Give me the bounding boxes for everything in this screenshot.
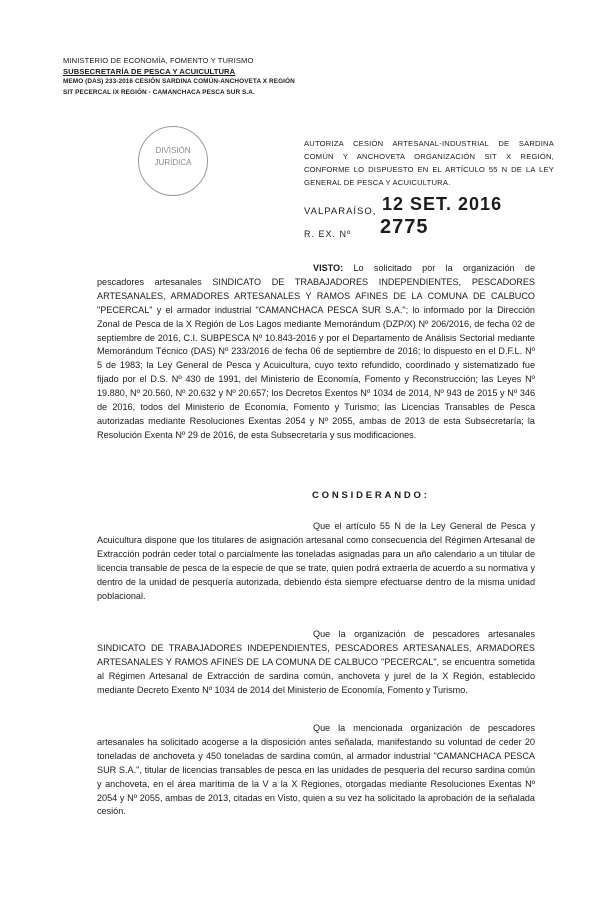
legal-division-stamp: [138, 126, 208, 196]
stamp-line-1: DIVISIÓN: [155, 146, 191, 155]
memo-reference: MEMO (DAS) 233-2016 CESIÓN SARDINA COMÚN-ANCHOVETA X REGIÓN: [63, 78, 295, 85]
considerando-text-3: Que la mencionada organización de pescadores artesanales ha solicitado acogerse a la disposición antes señalada, manifestando su voluntad de ceder 20 toneladas de anchoveta y 450 toneladas de sardina común, al armador industrial "CAMANCHACA PESCA SUR S.A.", titular de licencias transables de pesca en las unidades de pesquería del recurso sardina común y anchoveta, en el área marítima de la V a la X Regiones, otorgadas mediante Resoluciones Exentas Nº 2054 y Nº 2055, ambas de 2013, citadas en Visto, quien a su vez ha solicitado la aprobación de la señalada cesión.: [97, 723, 535, 817]
considerando-item: [97, 520, 535, 603]
letterhead: [63, 56, 295, 98]
considerando-text-1: Que el artículo 55 N de la Ley General de Pesca y Acuicultura dispone que los titulares de asignación artesanal como consecuencia del Régimen Artesanal de Extracción podrán ceder total o parcialmente las toneladas asignadas para un año calendario a un titular de licencia transable de pesca de la especie de que se trate, quien podrá extraerla de acuerdo a su normativa y dentro de la unidad de pesquería autorizada, debiendo ésta siempre efectuarse dentro de la misma unidad poblacional.: [97, 521, 535, 601]
date-stamp: 12 SET. 2016: [382, 194, 503, 214]
parties-reference: SIT PECERCAL IX REGIÓN - CAMANCHACA PESCA SUR S.A.: [63, 88, 255, 96]
visto-paragraph: [97, 262, 535, 443]
considerando-text-2: Que la organización de pescadores artesanales SINDICATO DE TRABAJADORES INDEPENDIENTES, PESCADORES ARTESANALES, ARMADORES ARTESANALES Y RAMOS AFINES DE LA COMUNA DE CALBUCO "PECERCAL", se encuentra sometida al Régimen Artesanal de Extracción de sardina común, anchoveta y jurel de la X Región, establecido mediante Decreto Exento Nº 1034 de 2014 del Ministerio de Economía, Fomento y Turismo.: [97, 629, 535, 695]
resolution-number-label: R. EX. Nº: [304, 229, 352, 239]
subsecretariat-name: SUBSECRETARÍA DE PESCA Y ACUICULTURA: [63, 66, 236, 76]
ministry-name: MINISTERIO DE ECONOMÍA, FOMENTO Y TURISMO: [63, 56, 254, 65]
resolution-number: 2775: [380, 216, 429, 238]
visto-label: VISTO:: [313, 263, 344, 273]
visto-text: Lo solicitado por la organización de pescadores artesanales SINDICATO DE TRABAJADORES INDEPENDIENTES, PESCADORES ARTESANALES, ARMADORES ARTESANALES Y RAMOS AFINES DE LA COMUNA DE CALBUCO "PECERCAL" y el armador industrial "CAMANCHACA PESCA SUR S.A."; lo informado por la Dirección Zonal de Pesca de la X Región de Los Lagos mediante Memorándum (DZP/X) Nº 206/2016, de fecha 02 de septiembre de 2016, C.I. SUBPESCA Nº 10.843-2016 y por el Departamento de Análisis Sectorial mediante Memorándum Técnico (DAS) Nº 233/2016 de fecha 06 de septiembre de 2016; lo dispuesto en el D.F.L. Nº 5 de 1983; la Ley General de Pesca y Acuicultura, cuyo texto refundido, coordinado y sistematizado fue fijado por el D.S. Nº 430 de 1991, del Ministerio de Economía, Fomento y Reconstrucción; las Leyes Nº 19.880, Nº 20.560, Nº 20.632 y Nº 20.657; los Decretos Exentos Nº 1034 de 2014, Nº 943 de 2015 y Nº 346 de 2016, todos del Ministerio de Economía, Fomento y Turismo; las Licencias Transables de Pesca autorizadas mediante Resoluciones Exentas 2054 y Nº 2055, ambas de 2013 de esta Subsecretaría; la Resolución Exenta Nº 29 de 2016, de esta Subsecretaría y sus modificaciones.: [97, 263, 536, 440]
considerando-heading: CONSIDERANDO:: [312, 490, 430, 501]
stamp-line-2: JURÍDICA: [154, 158, 192, 167]
resolution-subject: AUTORIZA CESIÓN ARTESANAL-INDUSTRIAL DE SARDINA COMÚN Y ANCHOVETA ORGANIZACIÓN SIT X REGIÓN, CONFORME LO DISPUESTO EN EL ARTÍCULO 55 N DE LA LEY GENERAL DE PESCA Y ACUICULTURA.: [304, 139, 554, 187]
considerando-item: [97, 628, 535, 698]
place-label: VALPARAÍSO,: [304, 206, 377, 217]
considerando-item: [97, 722, 535, 819]
